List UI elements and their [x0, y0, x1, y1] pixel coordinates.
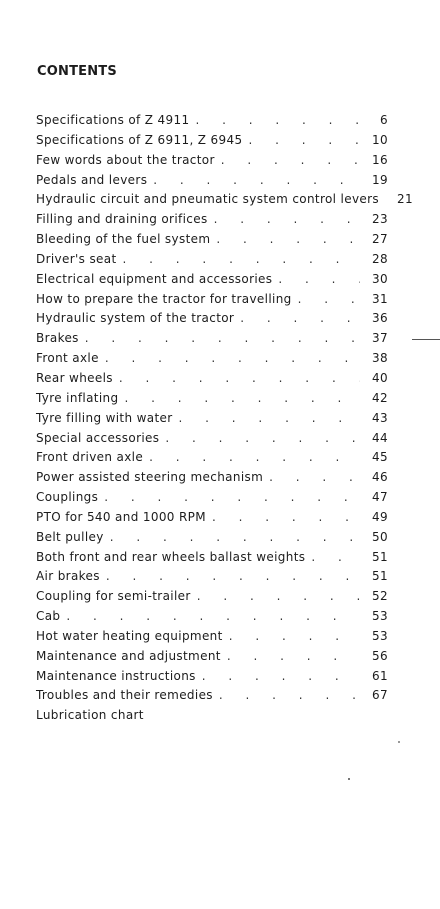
toc-entry-page: 40: [372, 370, 388, 385]
dot-leader: [221, 649, 360, 663]
page-title: CONTENTS: [37, 64, 117, 79]
dot-leader: [191, 589, 360, 603]
toc-entry-page: 50: [372, 529, 388, 544]
margin-rule: [412, 339, 440, 340]
toc-entry-page: 36: [372, 311, 388, 326]
toc-entry-page: 16: [372, 152, 388, 167]
toc-entry-page: 46: [372, 470, 388, 485]
dot-leader: [113, 371, 360, 385]
dot-leader: [234, 311, 360, 325]
dot-leader: [242, 133, 360, 147]
toc-entry-page: 45: [372, 450, 388, 465]
toc-entry-page: 44: [372, 430, 388, 445]
dot-leader: [215, 153, 360, 167]
toc-entry: [36, 669, 388, 689]
toc-entry-page: 43: [372, 410, 388, 425]
toc-entry: [36, 450, 388, 470]
toc-entry: [36, 589, 388, 609]
dot-leader: [98, 490, 360, 504]
toc-entry-page: 52: [372, 589, 388, 604]
dot-leader: [100, 569, 360, 583]
print-speck: [348, 778, 350, 780]
toc-entry-label: Electrical equipment and accessories: [36, 271, 273, 286]
toc-entry: [36, 688, 388, 708]
toc-entry-label: Tyre filling with water: [36, 410, 173, 425]
toc-entry-page: 51: [372, 549, 388, 564]
toc-entry-label: Hydraulic circuit and pneumatic system control levers: [36, 192, 380, 207]
toc-entry-page: 37: [372, 331, 388, 346]
toc-entry: [36, 272, 388, 292]
toc-entry: [36, 510, 388, 530]
toc-entry-label: Coupling for semi-trailer: [36, 589, 191, 604]
toc-entry-label: Belt pulley: [36, 529, 104, 544]
toc-entry-label: Specifications of Z 4911: [36, 113, 190, 127]
toc-entry-label: Brakes: [36, 331, 79, 346]
toc-entry: [36, 192, 414, 212]
toc-entry-label: Tyre inflating: [36, 390, 119, 405]
toc-entry-page: 31: [372, 291, 388, 306]
toc-entry-page: 28: [372, 251, 388, 266]
toc-entry-label: Both front and rear wheels ballast weights: [36, 549, 306, 564]
dot-leader: [159, 431, 360, 445]
toc-entry-label: Couplings: [36, 490, 99, 505]
toc-entry: [36, 153, 388, 173]
dot-leader: [208, 212, 360, 226]
toc-entry: [36, 292, 388, 312]
dot-leader: [60, 609, 360, 623]
toc-entry: [36, 708, 388, 728]
print-speck: [398, 741, 400, 743]
toc-entry-label: Power assisted steering mechanism: [36, 470, 264, 485]
toc-entry-page: 47: [372, 490, 388, 505]
toc-entry-page: 53: [372, 609, 388, 624]
toc-entry-label: Filling and draining orifices: [36, 212, 208, 227]
toc-entry: [36, 331, 388, 351]
toc-entry-page: 6: [380, 113, 388, 127]
dot-leader: [189, 113, 360, 127]
toc-entry-page: 38: [372, 351, 388, 366]
dot-leader: [206, 510, 360, 524]
toc-entry-page: 30: [372, 271, 388, 286]
toc-entry-page: 49: [372, 509, 388, 524]
toc-entry-page: 23: [372, 212, 388, 227]
toc-entry-label: How to prepare the tractor for travelling: [36, 291, 292, 306]
toc-entry: [36, 173, 388, 193]
toc-entry: [36, 569, 388, 589]
toc-entry: [36, 629, 388, 649]
toc-entry-label: Maintenance instructions: [36, 668, 196, 683]
dot-leader: [263, 470, 360, 484]
toc-entry-page: 27: [372, 232, 388, 247]
toc-entry-label: Front axle: [36, 351, 99, 366]
toc-entry-label: Bleeding of the fuel system: [36, 232, 211, 247]
toc-entry: [36, 550, 388, 570]
dot-leader: [147, 173, 360, 187]
toc-entry-page: 10: [372, 132, 388, 147]
toc-entry-label: Driver's seat: [36, 251, 117, 266]
dot-leader: [173, 411, 360, 425]
toc-entry-page: 56: [372, 648, 388, 663]
toc-entry-page: 42: [372, 390, 388, 405]
toc-entry: [36, 212, 388, 232]
toc-entry: [36, 391, 388, 411]
dot-leader: [117, 252, 360, 266]
toc-entry: [36, 252, 388, 272]
dot-leader: [223, 629, 360, 643]
toc-entry-label: Hot water heating equipment: [36, 628, 223, 643]
toc-entry-page: 51: [372, 569, 388, 584]
dot-leader: [196, 669, 360, 683]
dot-leader: [118, 391, 360, 405]
toc-entry: [36, 411, 388, 431]
toc-entry-page: 53: [372, 628, 388, 643]
toc-entry: [36, 371, 388, 391]
toc-entry-label: Special accessories: [36, 430, 160, 445]
toc-entry-label: Hydraulic system of the tractor: [36, 311, 235, 326]
dot-leader: [104, 530, 360, 544]
dot-leader: [79, 331, 360, 345]
toc-entry: [36, 649, 388, 669]
toc-entry: [36, 609, 388, 629]
toc-entry: [36, 113, 388, 133]
dot-leader: [213, 688, 360, 702]
table-of-contents: [36, 113, 414, 728]
dot-leader: [305, 550, 360, 564]
dot-leader: [292, 292, 360, 306]
dot-leader: [272, 272, 360, 286]
toc-entry-label: Specifications of Z 6911, Z 6945: [36, 132, 243, 147]
toc-entry-label: Pedals and levers: [36, 172, 148, 187]
toc-entry-label: Troubles and their remedies: [36, 688, 213, 703]
toc-entry-page: 67: [372, 688, 388, 703]
toc-entry: [36, 351, 388, 371]
toc-entry: [36, 470, 388, 490]
toc-entry-page: 19: [372, 172, 388, 187]
toc-entry: [36, 133, 388, 153]
toc-entry-label: Few words about the tractor: [36, 152, 215, 167]
toc-entry: [36, 431, 388, 451]
toc-entry: [36, 232, 388, 252]
toc-entry-label: Maintenance and adjustment: [36, 648, 221, 663]
toc-entry-label: Rear wheels: [36, 370, 113, 385]
toc-entry-label: Front driven axle: [36, 450, 144, 465]
toc-entry-label: Air brakes: [36, 569, 100, 584]
dot-leader: [143, 450, 360, 464]
toc-entry-page: 61: [372, 668, 388, 683]
toc-entry: [36, 311, 388, 331]
toc-entry: [36, 490, 388, 510]
dot-leader: [99, 351, 360, 365]
toc-entry-label: PTO for 540 and 1000 RPM: [36, 509, 206, 524]
toc-entry-label: Lubrication chart: [36, 708, 144, 723]
toc-entry: [36, 530, 388, 550]
toc-entry-label: Cab: [36, 609, 61, 624]
dot-leader: [210, 232, 360, 246]
toc-entry-page: 21: [397, 192, 414, 207]
